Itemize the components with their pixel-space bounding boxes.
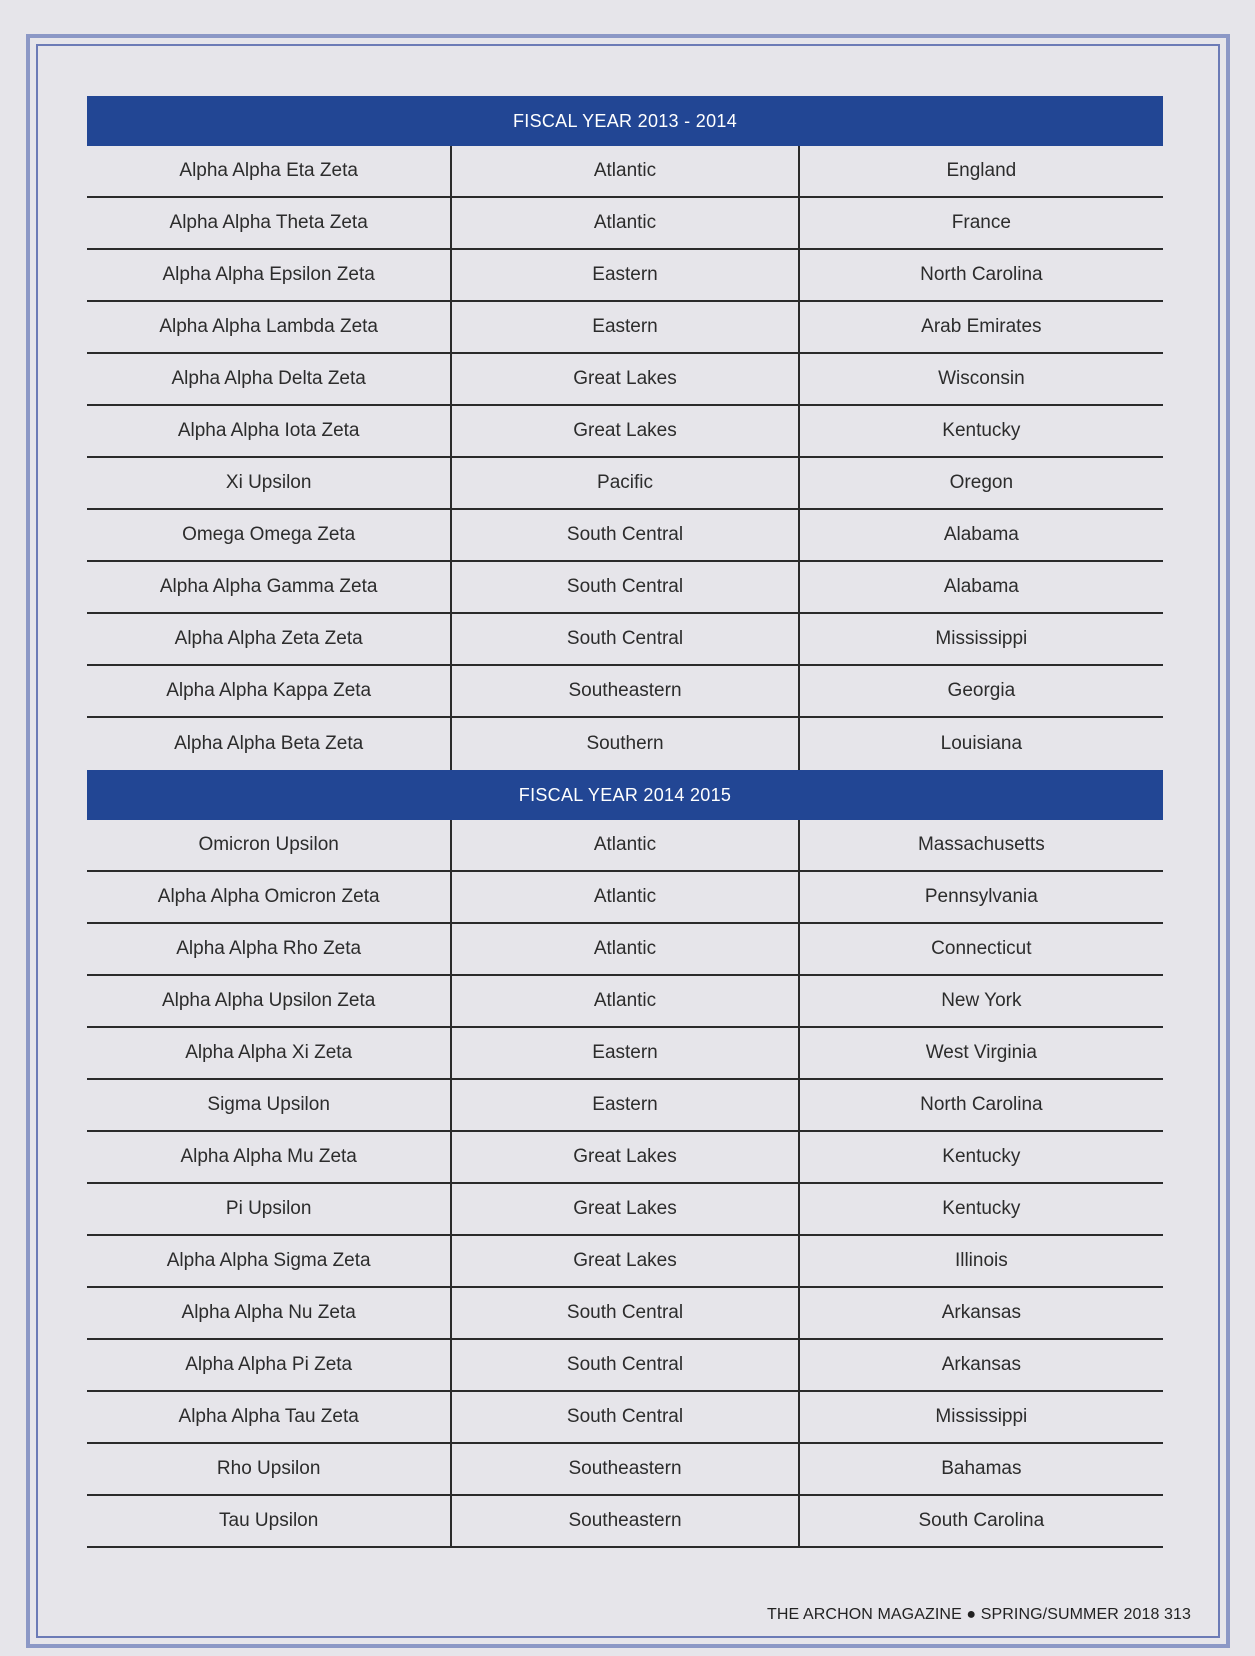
chapter-name-cell: Alpha Alpha Theta Zeta	[87, 198, 452, 248]
region-cell: South Central	[452, 614, 799, 664]
table-row	[87, 458, 1163, 510]
chapter-name-cell: Alpha Alpha Zeta Zeta	[87, 614, 452, 664]
chapter-name-cell: Xi Upsilon	[87, 458, 452, 508]
location-cell: North Carolina	[920, 264, 1043, 285]
location-cell: Wisconsin	[938, 368, 1025, 389]
table-row	[87, 1496, 1163, 1548]
chapter-name-cell: Alpha Alpha Omicron Zeta	[87, 872, 452, 922]
location-cell: Kentucky	[942, 1198, 1021, 1219]
region-cell: Great Lakes	[452, 1184, 799, 1234]
location-cell: Pennsylvania	[924, 886, 1038, 907]
table-row	[87, 250, 1163, 302]
region-cell: Great Lakes	[452, 1236, 799, 1286]
location-cell: Alabama	[943, 524, 1019, 545]
table-row	[87, 924, 1163, 976]
chapter-name-cell: Sigma Upsilon	[87, 1080, 452, 1130]
location-cell: Oregon	[949, 472, 1014, 493]
region-cell: Atlantic	[452, 976, 799, 1026]
location-cell: France	[951, 212, 1011, 233]
region-cell: Pacific	[452, 458, 799, 508]
table-row	[87, 1184, 1163, 1236]
region-cell: Eastern	[452, 1028, 799, 1078]
chapter-name-cell: Omega Omega Zeta	[87, 510, 452, 560]
section-fy-2014-2015	[87, 770, 1163, 1548]
chapter-name-cell: Alpha Alpha Tau Zeta	[87, 1392, 452, 1442]
chapter-name-cell: Alpha Alpha Mu Zeta	[87, 1132, 452, 1182]
region-cell: Great Lakes	[452, 406, 799, 456]
table-row	[87, 198, 1163, 250]
location-cell: North Carolina	[920, 1094, 1043, 1115]
issue-label: SPRING/SUMMER 2018	[980, 1606, 1160, 1623]
location-cell: Bahamas	[941, 1458, 1022, 1479]
region-cell: South Central	[452, 510, 799, 560]
location-cell: Mississippi	[935, 628, 1028, 649]
table-row	[87, 1392, 1163, 1444]
chapter-name-cell: Alpha Alpha Xi Zeta	[87, 1028, 452, 1078]
region-cell: Southeastern	[452, 1444, 799, 1494]
region-cell: Eastern	[452, 302, 799, 352]
location-cell: Arkansas	[941, 1302, 1021, 1323]
region-cell: Great Lakes	[452, 1132, 799, 1182]
region-cell: Southeastern	[452, 1496, 799, 1546]
location-cell: England	[946, 160, 1017, 181]
location-cell: Louisiana	[940, 733, 1023, 754]
chapter-name-cell: Alpha Alpha Epsilon Zeta	[87, 250, 452, 300]
table-row	[87, 1236, 1163, 1288]
region-cell: Atlantic	[452, 820, 799, 870]
location-cell: Arab Emirates	[921, 316, 1042, 337]
region-cell: South Central	[452, 562, 799, 612]
region-cell: Atlantic	[452, 146, 799, 196]
chapter-name-cell: Alpha Alpha Rho Zeta	[87, 924, 452, 974]
table-row	[87, 562, 1163, 614]
location-cell: Kentucky	[942, 420, 1021, 441]
location-cell: Alabama	[943, 576, 1019, 597]
region-cell: Southeastern	[452, 666, 799, 716]
chapter-name-cell: Omicron Upsilon	[87, 820, 452, 870]
region-cell: South Central	[452, 1392, 799, 1442]
chapter-name-cell: Alpha Alpha Iota Zeta	[87, 406, 452, 456]
chapter-name-cell: Alpha Alpha Kappa Zeta	[87, 666, 452, 716]
chapters-table	[87, 96, 1163, 1548]
table-row	[87, 302, 1163, 354]
region-cell: Great Lakes	[452, 354, 799, 404]
table-row	[87, 354, 1163, 406]
chapter-name-cell: Alpha Alpha Pi Zeta	[87, 1340, 452, 1390]
table-row	[87, 976, 1163, 1028]
table-row	[87, 872, 1163, 924]
table-row	[87, 1340, 1163, 1392]
table-row	[87, 1080, 1163, 1132]
region-cell: Atlantic	[452, 198, 799, 248]
location-cell: Mississippi	[935, 1406, 1028, 1427]
table-row	[87, 406, 1163, 458]
chapter-name-cell: Alpha Alpha Delta Zeta	[87, 354, 452, 404]
table-row	[87, 510, 1163, 562]
chapter-name-cell: Pi Upsilon	[87, 1184, 452, 1234]
page-footer	[767, 1606, 1191, 1624]
chapter-name-cell: Alpha Alpha Upsilon Zeta	[87, 976, 452, 1026]
chapter-name-cell: Alpha Alpha Sigma Zeta	[87, 1236, 452, 1286]
chapter-name-cell: Alpha Alpha Gamma Zeta	[87, 562, 452, 612]
table-row	[87, 666, 1163, 718]
region-cell: Atlantic	[452, 924, 799, 974]
region-cell: Atlantic	[452, 872, 799, 922]
table-row	[87, 614, 1163, 666]
bullet-icon: ●	[966, 1606, 977, 1623]
location-cell: Kentucky	[942, 1146, 1021, 1167]
chapter-name-cell: Rho Upsilon	[87, 1444, 452, 1494]
table-row	[87, 1444, 1163, 1496]
location-cell: New York	[941, 990, 1022, 1011]
table-row	[87, 718, 1163, 770]
chapter-name-cell: Alpha Alpha Lambda Zeta	[87, 302, 452, 352]
location-cell: Arkansas	[941, 1354, 1021, 1375]
section-rows	[87, 146, 1163, 770]
section-fy-2013-2014	[87, 96, 1163, 770]
location-cell: Connecticut	[931, 938, 1032, 959]
magazine-title: THE ARCHON MAGAZINE	[767, 1606, 962, 1623]
chapter-name-cell: Alpha Alpha Eta Zeta	[87, 146, 452, 196]
location-cell: West Virginia	[925, 1042, 1037, 1063]
region-cell: South Central	[452, 1288, 799, 1338]
region-cell: South Central	[452, 1340, 799, 1390]
region-cell: Southern	[452, 718, 799, 770]
location-cell: Illinois	[954, 1250, 1008, 1271]
region-cell: Eastern	[452, 250, 799, 300]
table-row	[87, 1028, 1163, 1080]
fiscal-year-header: FISCAL YEAR 2014 2015	[87, 770, 1163, 820]
location-cell: Massachusetts	[917, 834, 1045, 855]
chapter-name-cell: Alpha Alpha Nu Zeta	[87, 1288, 452, 1338]
fiscal-year-header: FISCAL YEAR 2013 - 2014	[87, 96, 1163, 146]
chapter-name-cell: Tau Upsilon	[87, 1496, 452, 1546]
chapter-name-cell: Alpha Alpha Beta Zeta	[87, 718, 452, 770]
region-cell: Eastern	[452, 1080, 799, 1130]
table-row	[87, 820, 1163, 872]
location-cell: Georgia	[947, 680, 1016, 701]
table-row	[87, 1288, 1163, 1340]
table-row	[87, 1132, 1163, 1184]
table-row	[87, 146, 1163, 198]
location-cell: South Carolina	[918, 1510, 1045, 1531]
page-number: 313	[1164, 1606, 1191, 1623]
section-rows	[87, 820, 1163, 1548]
